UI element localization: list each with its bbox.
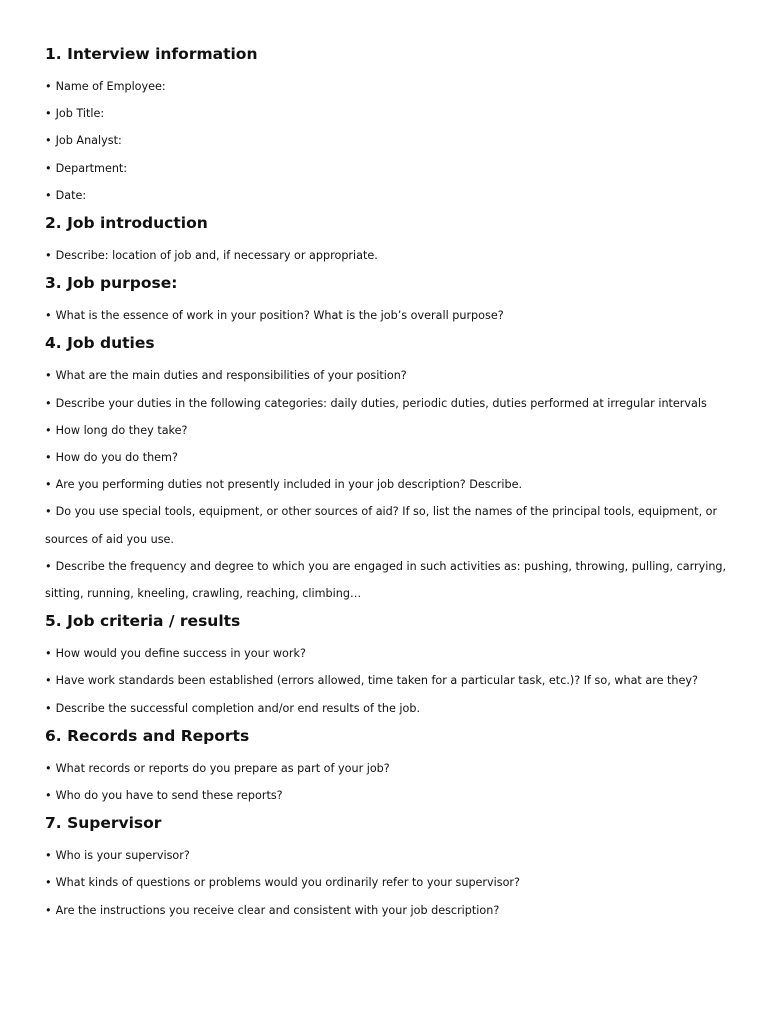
bullet: • (45, 559, 52, 573)
bullet: • (45, 478, 52, 492)
item-text: Describe the successful completion and/or end results of the job. (55, 701, 421, 715)
list-item (45, 869, 735, 896)
item-text: Department: (55, 161, 128, 175)
item-text: What records or reports do you prepare as part of your job? (55, 761, 390, 775)
list-item (45, 471, 735, 498)
list-item (45, 897, 735, 924)
item-text: Job Title: (55, 107, 105, 121)
item-text: How do you do them? (55, 451, 178, 465)
bullet: • (45, 674, 52, 688)
item-text: Describe: location of job and, if necessary or appropriate. (55, 249, 378, 263)
item-text: Do you use special tools, equipment, or other sources of aid? If so, list the names of the principal tools, equipment, or sources of aid you use. (45, 505, 718, 546)
bullet: • (45, 188, 52, 202)
bullet: • (45, 107, 52, 121)
list-item (45, 667, 735, 694)
bullet: • (45, 423, 52, 437)
item-text: Who do you have to send these reports? (55, 789, 283, 803)
section-job-purpose (45, 273, 735, 329)
list-item (45, 640, 735, 667)
item-text: What kinds of questions or problems would you ordinarily refer to your supervisor? (55, 876, 520, 890)
item-text: Who is your supervisor? (55, 849, 190, 863)
bullet: • (45, 451, 52, 465)
list-item (45, 444, 735, 471)
item-text: What are the main duties and responsibilities of your position? (55, 369, 407, 383)
bullet: • (45, 505, 52, 519)
item-text: Date: (55, 188, 87, 202)
bullet: • (45, 309, 52, 323)
list-item (45, 842, 735, 869)
list-item (45, 695, 735, 722)
question-list (45, 362, 735, 607)
item-text: Are the instructions you receive clear and consistent with your job description? (55, 903, 500, 917)
bullet: • (45, 701, 52, 715)
list-item (45, 755, 735, 782)
section-heading: 5. Job criteria / results (45, 612, 241, 631)
list-item (45, 242, 735, 269)
bullet: • (45, 903, 52, 917)
item-text: What is the essence of work in your position? What is the job’s overall purpose? (55, 309, 504, 323)
bullet: • (45, 849, 52, 863)
list-item (45, 127, 735, 154)
question-list (45, 73, 735, 209)
list-item (45, 553, 735, 607)
list-item (45, 100, 735, 127)
section-supervisor (45, 813, 735, 924)
bullet: • (45, 876, 52, 890)
section-heading: 7. Supervisor (45, 814, 162, 833)
item-text: Describe the frequency and degree to which you are engaged in such activities as: pushing, throwing, pulling, carrying, sitting, running, kneeling, crawling, reaching, climbing… (45, 559, 727, 601)
item-text: How long do they take? (55, 423, 188, 437)
item-text: Are you performing duties not presently included in your job description? Describe. (55, 478, 523, 492)
question-list (45, 302, 735, 329)
item-text: Have work standards been established (errors allowed, time taken for a particular task, etc.)? If so, what are they? (55, 674, 698, 688)
bullet: • (45, 161, 52, 175)
item-text: Name of Employee: (55, 80, 166, 93)
list-item (45, 417, 735, 444)
section-job-criteria-results (45, 611, 735, 722)
bullet: • (45, 647, 52, 661)
list-item (45, 782, 735, 809)
bullet: • (45, 80, 52, 93)
question-list (45, 755, 735, 809)
bullet: • (45, 761, 52, 775)
section-heading: 3. Job purpose: (45, 274, 178, 293)
item-text: How would you define success in your work? (55, 647, 306, 661)
question-list (45, 242, 735, 269)
list-item (45, 390, 735, 417)
bullet: • (45, 134, 52, 148)
list-item (45, 498, 735, 552)
section-heading: 1. Interview information (45, 45, 258, 63)
bullet: • (45, 396, 52, 410)
bullet: • (45, 249, 52, 263)
section-job-introduction (45, 213, 735, 269)
item-text: Describe your duties in the following categories: daily duties, periodic duties, duties performed at irregular intervals (55, 396, 707, 410)
list-item (45, 73, 735, 100)
document-page (45, 44, 735, 924)
section-heading: 6. Records and Reports (45, 726, 250, 745)
question-list (45, 640, 735, 722)
list-item (45, 182, 735, 209)
list-item (45, 155, 735, 182)
bullet: • (45, 789, 52, 803)
section-records-and-reports (45, 726, 735, 809)
question-list (45, 842, 735, 924)
item-text: Job Analyst: (55, 134, 122, 148)
section-interview-information (45, 44, 735, 209)
bullet: • (45, 369, 52, 383)
section-heading: 4. Job duties (45, 334, 155, 353)
list-item (45, 302, 735, 329)
section-heading: 2. Job introduction (45, 214, 208, 233)
list-item (45, 362, 735, 389)
section-job-duties (45, 333, 735, 607)
